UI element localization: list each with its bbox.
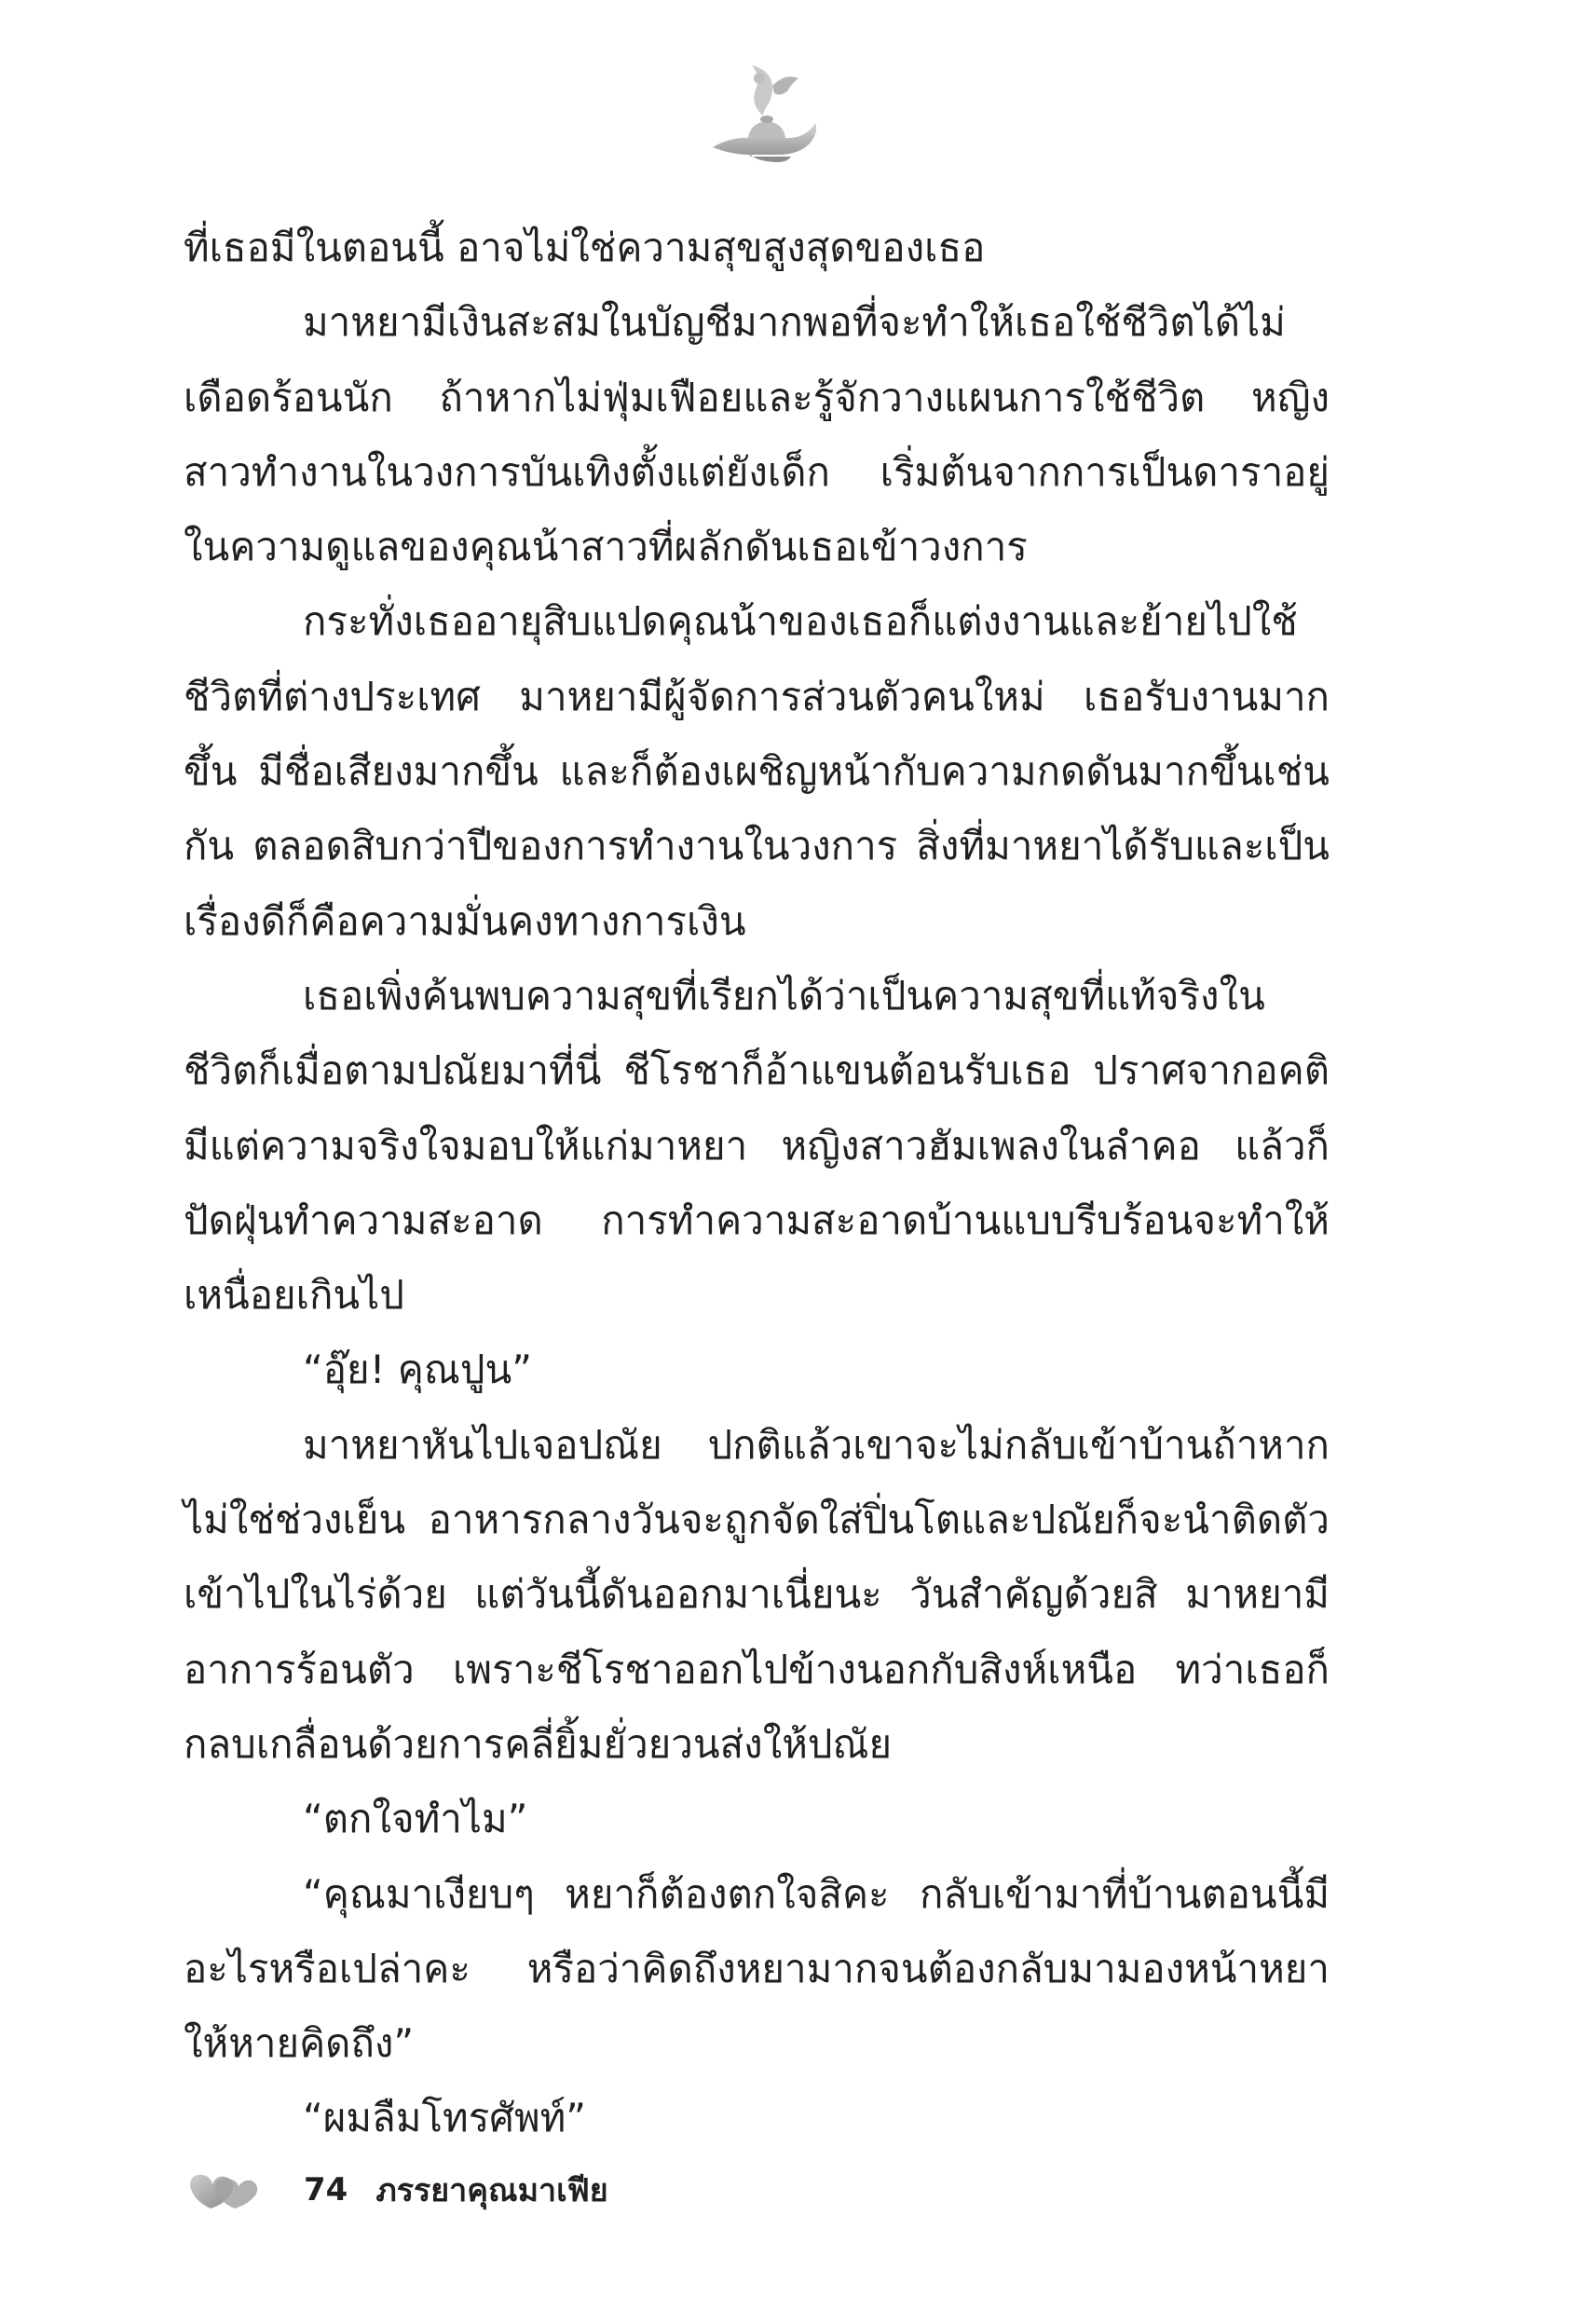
paragraph: “ตกใจทำไม”: [303, 1796, 528, 1842]
genie-lamp-icon: [694, 58, 825, 170]
page-footer: [186, 2162, 608, 2218]
paragraph: “ผมลืมโทรศัพท์”: [303, 2095, 587, 2141]
paragraph: มาหยาหันไปเจอปณัย ปกติแล้วเขาจะไม่กลับเข้าบ้านถ้าหากไม่ใช่ช่วงเย็น อาหารกลางวันจะถูกจัดใส่ปิ่นโตและปณัยก็จะนำติดตัวเข้าไปในไร่ด้วย แต่วันนี้ดันออกมาเนี่ยนะ วันสำคัญด้วยสิ มาหยามีอาการร้อนตัว เพราะชีโรชาออกไปข้างนอกกับสิงห์เหนือ ทว่าเธอก็กลบเกลื่อนด้วยการคลี่ยิ้มยั่วยวนส่งให้ปณัย: [184, 1421, 1330, 1767]
paragraph: มาหยามีเงินสะสมในบัญชีมากพอที่จะทำให้เธอใช้ชีวิตได้ไม่เดือดร้อนนัก ถ้าหากไม่ฟุ่มเฟือยและรู้จักวางแผนการใช้ชีวิต หญิงสาวทำงานในวงการบันเทิงตั้งแต่ยังเด็ก เริ่มต้นจากการเป็นดาราอยู่ในความดูแลของคุณน้าสาวที่ผลักดันเธอเข้าวงการ: [184, 299, 1330, 570]
double-heart-icon: [186, 2169, 261, 2210]
paragraph: “คุณมาเงียบๆ หยาก็ต้องตกใจสิคะ กลับเข้ามาที่บ้านตอนนี้มีอะไรหรือเปล่าคะ หรือว่าคิดถึงหยามากจนต้องกลับมามองหน้าหยาให้หายคิดถึง”: [184, 1870, 1330, 2067]
paragraph: “อุ๊ย! คุณปูน”: [303, 1347, 532, 1393]
body-text: [184, 211, 1330, 2156]
paragraph: เธอเพิ่งค้นพบความสุขที่เรียกได้ว่าเป็นความสุขที่แท้จริงในชีวิตก็เมื่อตามปณัยมาที่นี่ ชีโรชาก็อ้าแขนต้อนรับเธอ ปราศจากอคติ มีแต่ความจริงใจมอบให้แก่มาหยา หญิงสาวฮัมเพลงในลำคอ แล้วก็ปัดฝุ่นทำความสะอาด การทำความสะอาดบ้านแบบรีบร้อนจะทำให้เหนื่อยเกินไป: [184, 972, 1330, 1319]
paragraph: กระทั่งเธออายุสิบแปดคุณน้าของเธอก็แต่งงานและย้ายไปใช้ชีวิตที่ต่างประเทศ มาหยามีผู้จัดการส่วนตัวคนใหม่ เธอรับงานมากขึ้น มีชื่อเสียงมากขึ้น และก็ต้องเผชิญหน้ากับความกดดันมากขึ้นเช่นกัน ตลอดสิบกว่าปีของการทำงานในวงการ สิ่งที่มาหยาได้รับและเป็นเรื่องดีก็คือความมั่นคงทางการเงิน: [184, 598, 1330, 944]
book-title: ภรรยาคุณมาเฟีย: [375, 2172, 608, 2209]
paragraph: ที่เธอมีในตอนนี้ อาจไม่ใช่ความสุขสูงสุดของเธอ: [184, 225, 986, 270]
page-number: 74: [304, 2171, 348, 2208]
